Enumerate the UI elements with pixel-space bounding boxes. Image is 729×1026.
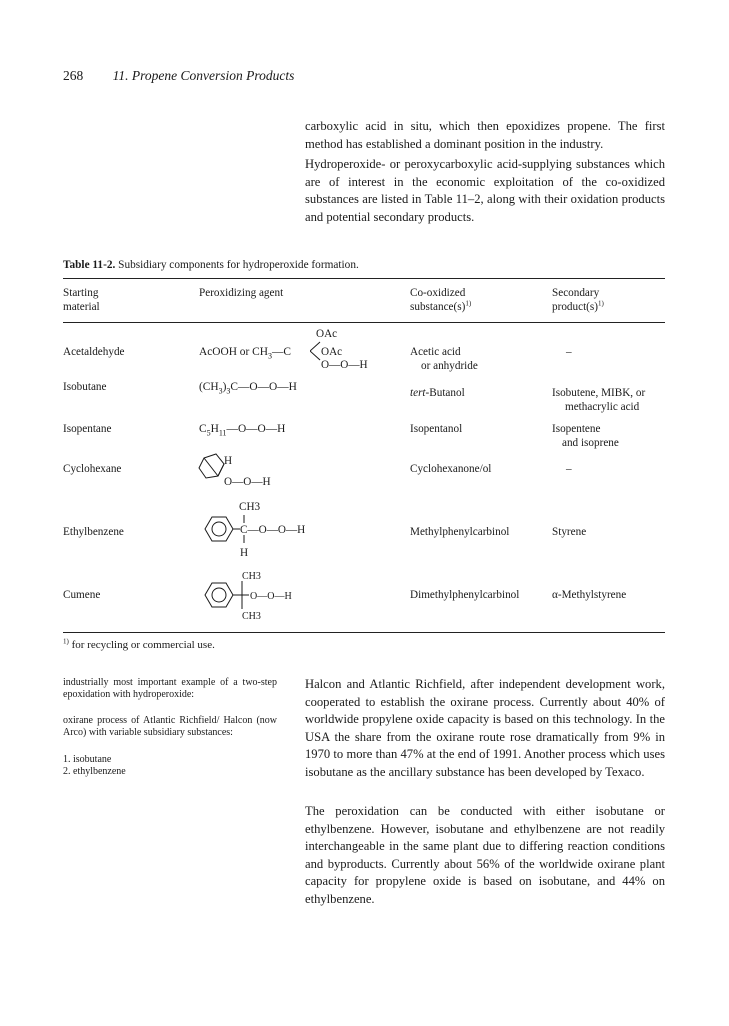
intro-paragraph-1: carboxylic acid in situ, which then epoxidizes propene. The first method has established a dominant position in the industry. — [305, 119, 665, 151]
table-caption-text: Subsidiary components for hydroperoxide formation. — [118, 259, 359, 271]
benzene-ring-icon — [205, 517, 233, 541]
margin-note-2: oxirane process of Atlantic Richfield/ Halcon (now Arco) with variable subsidiary substances: — [63, 715, 277, 739]
table-top-rule — [63, 278, 665, 279]
row-cooxidized: Isopentanol — [410, 423, 463, 435]
margin-note-4: 2. ethylbenzene — [63, 766, 126, 777]
table-bottom-rule — [63, 632, 665, 633]
oac-mid-label: OAc — [321, 346, 343, 358]
table-header-rule — [63, 322, 665, 323]
row-secondary: α-Methylstyrene — [552, 589, 627, 601]
cumene-hydroperoxide-structure — [196, 567, 326, 627]
row-material: Isobutane — [63, 381, 107, 393]
row-cooxidized: Methylphenylcarbinol — [410, 526, 510, 538]
h-bottom-label: H — [240, 547, 249, 559]
row-agent-formula: AcOOH or $CH_3—C$ — [199, 346, 291, 361]
ch3-top-label: CH3 — [242, 571, 261, 582]
header-peroxidizing-agent: Peroxidizing agent — [199, 287, 284, 299]
cyclohexane-ring-icon — [199, 454, 224, 478]
row-cooxidized: tert-Butanol — [410, 387, 465, 399]
running-header — [63, 68, 294, 84]
ooh-label: O—O—H — [321, 359, 368, 371]
row-cooxidized: Cyclohexanone/ol — [410, 463, 492, 475]
table-caption-label: Table 11-2. — [63, 259, 116, 271]
row-material: Cumene — [63, 589, 101, 601]
row-material: Ethylbenzene — [63, 526, 124, 538]
row-secondary: – — [566, 463, 572, 475]
row-agent-formula: $C_5H_{11}—O—O—H$ — [199, 423, 286, 438]
row-secondary: Isobutene, MIBK, or methacrylic acid — [552, 387, 646, 413]
row-cooxidized: Acetic acid or anhydride — [410, 346, 478, 372]
ch3-bottom-label: CH3 — [242, 611, 261, 622]
section-title: 11. Propene Conversion Products — [112, 68, 295, 83]
benzene-ring-icon — [205, 583, 233, 607]
h-label: H — [224, 455, 233, 467]
intro-paragraph-2: Hydroperoxide- or peroxycarboxylic acid-supplying substances which are of interest in the economic exploitation of the co-oxidized substances are listed in Table 11–2, along with their oxidation products and potential secondary products. — [305, 157, 665, 224]
ch3-top-label: CH3 — [239, 501, 261, 513]
row-secondary: – — [566, 346, 572, 358]
ooh-label: O—O—H — [224, 476, 271, 488]
row-secondary: Styrene — [552, 526, 587, 538]
ooh-label: O—O—H — [250, 591, 292, 602]
row-material: Cyclohexane — [63, 463, 122, 475]
body-paragraph-2: The peroxidation can be conducted with either isobutane or ethylbenzene. However, isobutane and ethylbenzene are not readily interchangeable in the same plant due to differing reaction conditions and byproducts. Currently about 56% of the worldwide oxirane plant capacity for propylene oxide is based on isobutane, and 44% on ethylbenzene. — [305, 804, 665, 906]
table-footnote: $^{1)}$ for recycling or commercial use. — [63, 637, 215, 651]
row-agent-formula: $(CH_3)_3C—O—O—H$ — [199, 381, 297, 396]
margin-note-3: 1. isobutane — [63, 754, 112, 765]
ethylbenzene-hydroperoxide-structure — [196, 497, 326, 565]
page-number: 268 — [63, 68, 84, 83]
row-secondary: Isopentene and isoprene — [552, 423, 619, 449]
c-ooh-label: C—O—O—H — [240, 524, 306, 536]
header-cooxidized: Co-oxidized $substance(s)^{1)}$ — [410, 287, 472, 313]
oac-top-label: OAc — [316, 328, 338, 340]
cyclohexyl-hydroperoxide-structure — [196, 450, 306, 490]
row-cooxidized: Dimethylphenylcarbinol — [410, 589, 520, 601]
row-material: Isopentane — [63, 423, 112, 435]
acetaldehyde-branch-structure — [310, 325, 380, 375]
header-starting-material: Starting material — [63, 287, 100, 313]
row-material: Acetaldehyde — [63, 346, 125, 358]
body-paragraph-1: Halcon and Atlantic Richfield, after independent development work, cooperated to establish the oxirane process. Currently about 40% of worldwide propylene oxide capacity is based on this technology. In the USA the share from the oxirane route rose dramatically from 9% in 1970 to more than 47% at the end of 1991. Another process which uses isobutane as the ancillary substance has been developed by Texaco. — [305, 677, 665, 779]
table-caption — [63, 259, 359, 271]
header-secondary: Secondary $product(s)^{1)}$ — [552, 287, 604, 313]
margin-note-1: industrially most important example of a two-step epoxidation with hydroperoxide: — [63, 677, 277, 701]
